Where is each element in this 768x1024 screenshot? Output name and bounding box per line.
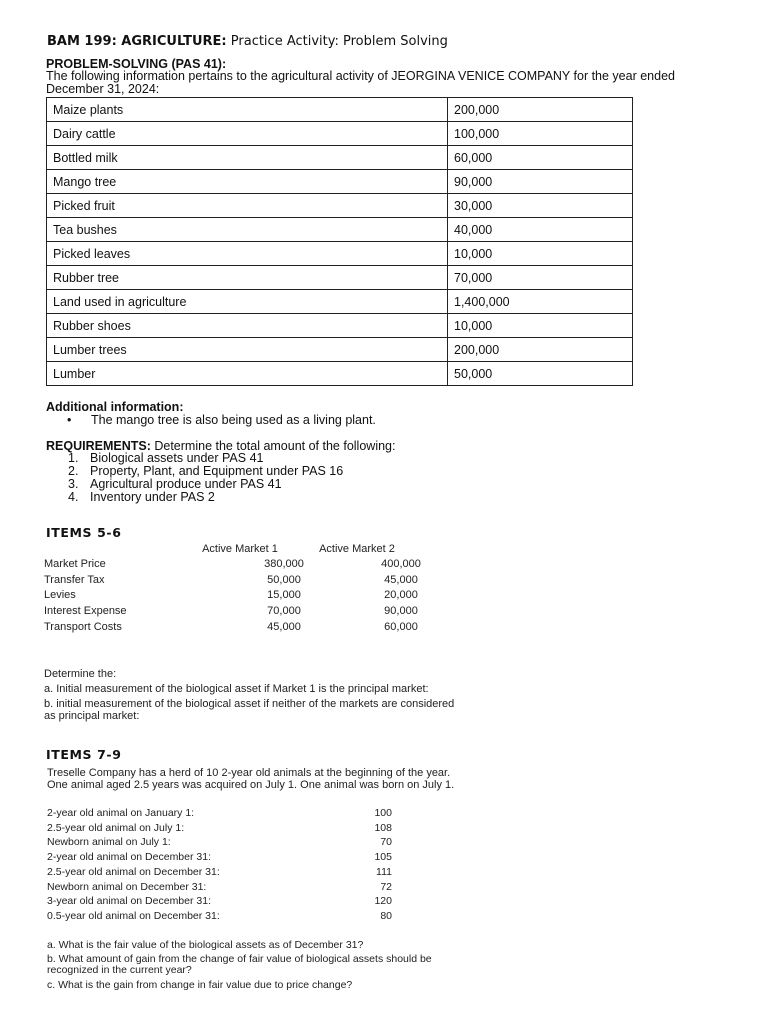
market2-value: 45,000 — [384, 573, 418, 586]
asset-amount: 10,000 — [448, 242, 633, 266]
items-7-9-heading: ITEMS 7-9 — [46, 747, 122, 762]
table-row — [47, 146, 633, 170]
asset-amount: 10,000 — [448, 314, 633, 338]
document-title — [47, 34, 448, 49]
market2-value: 400,000 — [381, 558, 421, 570]
animal-label: 2-year old animal on January 1: — [47, 807, 195, 819]
items-7-9-text-line2: One animal aged 2.5 years was acquired on July 1. One animal was born on July 1. — [47, 779, 455, 791]
market1-value: 70,000 — [267, 605, 301, 618]
requirement-item: 4. Inventory under PAS 2 — [68, 490, 215, 504]
market2-header: Active Market 2 — [319, 543, 395, 555]
table-row — [47, 822, 392, 836]
table-row — [47, 362, 633, 386]
table-row — [47, 242, 633, 266]
animal-value: 72 — [380, 880, 392, 893]
question-5b-line2: as principal market: — [44, 710, 140, 722]
items-7-9-text-line1: Treselle Company has a herd of 10 2-year old animals at the beginning of the year. — [47, 767, 451, 779]
requirements-text: Determine the total amount of the following: — [154, 439, 396, 453]
table-row — [44, 620, 418, 635]
bullet-icon: • — [67, 413, 72, 427]
asset-name: Lumber trees — [47, 338, 448, 362]
market1-value: 380,000 — [264, 558, 304, 570]
table-row — [47, 836, 392, 850]
animal-value: 105 — [374, 851, 392, 864]
animal-label: 2.5-year old animal on December 31: — [47, 865, 220, 878]
question-7c: c. What is the gain from change in fair value due to price change? — [47, 979, 353, 991]
asset-name: Rubber tree — [47, 266, 448, 290]
asset-amount: 30,000 — [448, 194, 633, 218]
asset-amount: 100,000 — [448, 122, 633, 146]
asset-name: Maize plants — [47, 98, 448, 122]
problem-heading: PROBLEM-SOLVING (PAS 41): — [46, 57, 227, 71]
asset-name: Mango tree — [47, 170, 448, 194]
asset-amount: 200,000 — [448, 338, 633, 362]
asset-name: Picked leaves — [47, 242, 448, 266]
question-7b-line2: recognized in the current year? — [47, 964, 192, 976]
course-code: BAM 199: AGRICULTURE: — [47, 34, 227, 49]
table-row — [47, 895, 392, 909]
market1-header: Active Market 1 — [202, 543, 278, 555]
asset-amount: 200,000 — [448, 98, 633, 122]
market2-value: 60,000 — [384, 620, 418, 633]
determine-label: Determine the: — [44, 668, 117, 680]
table-row — [47, 290, 633, 314]
animal-label: Newborn animal on December 31: — [47, 880, 207, 893]
animal-label: 2.5-year old animal on July 1: — [47, 821, 185, 834]
asset-name: Dairy cattle — [47, 122, 448, 146]
activity-title: Practice Activity: Problem Solving — [230, 34, 448, 49]
animal-value: 70 — [380, 836, 392, 849]
asset-name: Tea bushes — [47, 218, 448, 242]
table-row — [47, 98, 633, 122]
table-row — [44, 589, 418, 603]
table-row — [47, 170, 633, 194]
animal-label: 2-year old animal on December 31: — [47, 851, 212, 864]
table-row — [44, 605, 418, 619]
asset-amount: 1,400,000 — [448, 290, 633, 314]
asset-amount: 40,000 — [448, 218, 633, 242]
asset-name: Bottled milk — [47, 146, 448, 170]
items-5-6-heading: ITEMS 5-6 — [46, 525, 122, 540]
asset-name: Rubber shoes — [47, 314, 448, 338]
asset-amount: 90,000 — [448, 170, 633, 194]
table-row — [47, 122, 633, 146]
additional-item — [67, 413, 376, 427]
animal-label: 0.5-year old animal on December 31: — [47, 909, 220, 922]
table-row — [47, 194, 633, 218]
asset-amount: 70,000 — [448, 266, 633, 290]
cost-label: Transport Costs — [44, 620, 122, 633]
asset-amount: 60,000 — [448, 146, 633, 170]
market2-value: 20,000 — [384, 589, 418, 602]
table-row — [44, 573, 418, 588]
market1-value: 45,000 — [267, 620, 301, 633]
table-row — [47, 266, 633, 290]
table-row — [47, 314, 633, 338]
table-row — [47, 851, 392, 865]
additional-text: The mango tree is also being used as a living plant. — [91, 413, 376, 427]
animal-value: 80 — [380, 909, 392, 922]
table-row — [47, 338, 633, 362]
market2-value: 90,000 — [384, 605, 418, 618]
animal-label: Newborn animal on July 1: — [47, 836, 171, 849]
requirements-list — [68, 452, 343, 504]
animal-value: 111 — [376, 865, 392, 878]
table-row — [44, 558, 421, 572]
table-row — [47, 881, 392, 895]
cost-label: Levies — [44, 589, 76, 602]
animal-value: 100 — [374, 807, 392, 819]
table-row — [47, 866, 392, 880]
requirement-item: 1. Biological assets under PAS 41 — [68, 451, 264, 465]
requirements-label: REQUIREMENTS: — [46, 439, 151, 453]
cost-label: Transfer Tax — [44, 573, 105, 586]
asset-name: Picked fruit — [47, 194, 448, 218]
additional-heading: Additional information: — [46, 400, 184, 414]
question-7b-line1: b. What amount of gain from the change of fair value of biological assets should be — [47, 953, 432, 965]
table-row — [47, 218, 633, 242]
table-row — [47, 807, 392, 821]
cost-label: Market Price — [44, 558, 106, 570]
asset-name: Land used in agriculture — [47, 290, 448, 314]
assets-table — [46, 97, 633, 386]
asset-amount: 50,000 — [448, 362, 633, 386]
question-5b-line1: b. initial measurement of the biological asset if neither of the markets are considered — [44, 698, 455, 710]
question-5a: a. Initial measurement of the biological asset if Market 1 is the principal market: — [44, 683, 429, 695]
cost-label: Interest Expense — [44, 605, 127, 618]
question-7a: a. What is the fair value of the biological assets as of December 31? — [47, 939, 364, 951]
requirement-item: 2. Property, Plant, and Equipment under PAS 16 — [68, 464, 344, 478]
requirement-item: 3. Agricultural produce under PAS 41 — [68, 477, 282, 491]
animal-label: 3-year old animal on December 31: — [47, 895, 212, 908]
asset-name: Lumber — [47, 362, 448, 386]
market1-value: 50,000 — [267, 573, 301, 586]
animal-value: 120 — [374, 895, 392, 908]
table-row — [47, 910, 392, 924]
problem-intro: The following information pertains to the agricultural activity of JEORGINA VENICE COMPANY for the year ended December 31, 2024: — [46, 69, 675, 96]
animal-value: 108 — [374, 821, 392, 834]
market1-value: 15,000 — [267, 589, 301, 602]
